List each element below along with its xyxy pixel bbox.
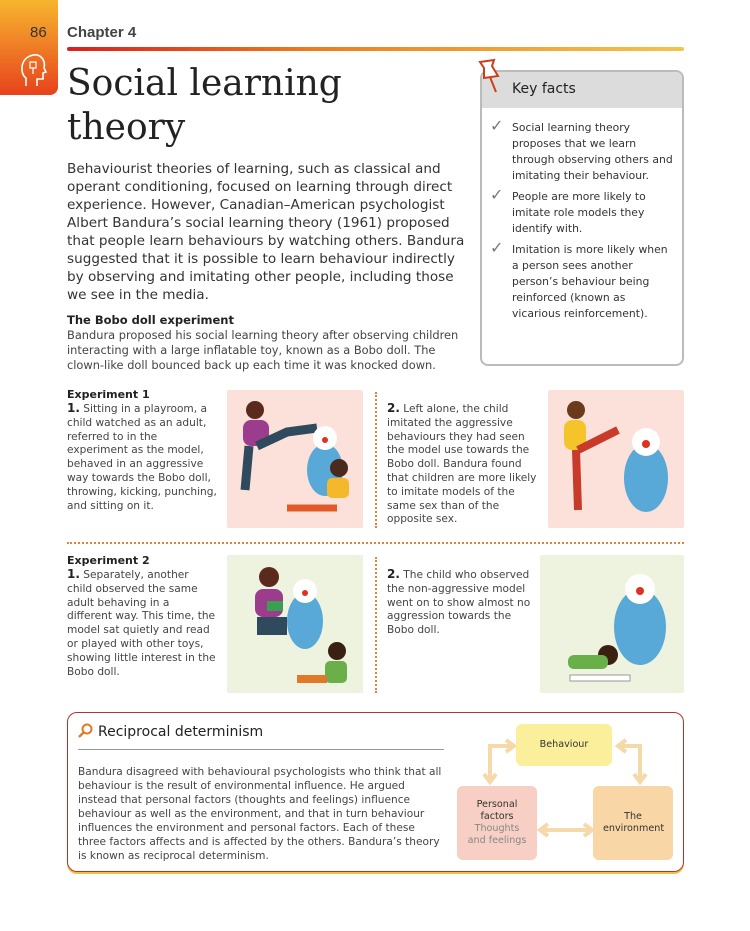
illustration-child-reading bbox=[540, 555, 684, 693]
pushpin-icon bbox=[476, 58, 506, 98]
illustration-adult-reading bbox=[227, 555, 363, 693]
column-divider bbox=[375, 392, 377, 528]
experiment1-step2: 2. Left alone, the child imitated the aggressive behaviours they had seen the model use towards the Bobo doll. Bandura found that children are more likely to imitate models of the same sex than of the opposite sex. bbox=[387, 401, 537, 526]
key-facts-box bbox=[480, 70, 684, 366]
intro-paragraph: Behaviourist theories of learning, such as classical and operant conditioning, focused on learning through direct experience. However, Canadian–American psychologist Albert Bandura’s social learning theory (1961) proposed that people learn behaviours by watching others. Bandura suggested that it is possible to learn behaviour indirectly by observing and imitating other people, including those we see in the media. bbox=[67, 161, 465, 303]
experiment2-step1: 1. Separately, another child observed the same adult behaving in a different way. This time, the model sat quietly and read or played with other toys, showing little interest in the Bobo doll. bbox=[67, 567, 216, 678]
key-fact-item: ✓ People are more likely to imitate role models they identify with. bbox=[490, 185, 646, 235]
page-number: 86 bbox=[30, 24, 47, 41]
head-puzzle-icon bbox=[18, 52, 48, 88]
bobo-heading: The Bobo doll experiment bbox=[67, 313, 234, 327]
page-title: Social learning theory bbox=[67, 63, 342, 148]
column-divider bbox=[375, 557, 377, 693]
heading-underline bbox=[78, 749, 444, 750]
reciprocal-text: Bandura disagreed with behavioural psychologists who think that all behaviour is the result of environmental influence. He argued instead that personal factors (thoughts and feelings) influence behaviour as well as the environment, and that in turn behaviour influences the environment and personal factors. Each of these three factors affects and is affected by the others. Bandura’s theory is known as reciprocal determinism. bbox=[78, 766, 442, 862]
experiment1-step1: 1. Sitting in a playroom, a child watched as an adult, referred to in the experiment as the model, behaved in an aggressive way towards the Bobo doll, throwing, kicking, punching, and sitting on it. bbox=[67, 401, 217, 512]
key-fact-item: ✓ Social learning theory proposes that we learn through observing others and imitating their behaviour. bbox=[490, 116, 673, 182]
experiment1-heading: Experiment 1 bbox=[67, 388, 150, 401]
environment-box: The environment bbox=[593, 786, 673, 860]
magnifier-icon bbox=[78, 723, 94, 739]
section-divider bbox=[67, 542, 684, 544]
bobo-text: Bandura proposed his social learning theory after observing children interacting with a large inflatable toy, known as a Bobo doll. The clown-like doll bounced back up each time it was knocked down. bbox=[67, 328, 459, 372]
chapter-label: Chapter 4 bbox=[67, 24, 137, 41]
reciprocal-heading: Reciprocal determinism bbox=[98, 724, 264, 740]
check-icon: ✓ bbox=[490, 238, 504, 257]
personal-factors-box: Personal factors Thoughts and feelings bbox=[457, 786, 537, 860]
experiment2-heading: Experiment 2 bbox=[67, 554, 150, 567]
illustration-child-kicking-doll bbox=[548, 390, 684, 528]
header-rule bbox=[67, 47, 684, 51]
check-icon: ✓ bbox=[490, 116, 504, 135]
check-icon: ✓ bbox=[490, 185, 504, 204]
key-facts-heading: Key facts bbox=[482, 72, 682, 108]
behaviour-box: Behaviour bbox=[516, 724, 612, 766]
illustration-adult-kicking-doll bbox=[227, 390, 363, 528]
key-fact-item: ✓ Imitation is more likely when a person sees another person’s behaviour being reinforced (known as vicarious reinforcement). bbox=[490, 238, 668, 320]
chapter-tab bbox=[0, 0, 58, 95]
experiment2-step2: 2. The child who observed the non-aggressive model went on to show almost no aggression towards the Bobo doll. bbox=[387, 567, 531, 637]
